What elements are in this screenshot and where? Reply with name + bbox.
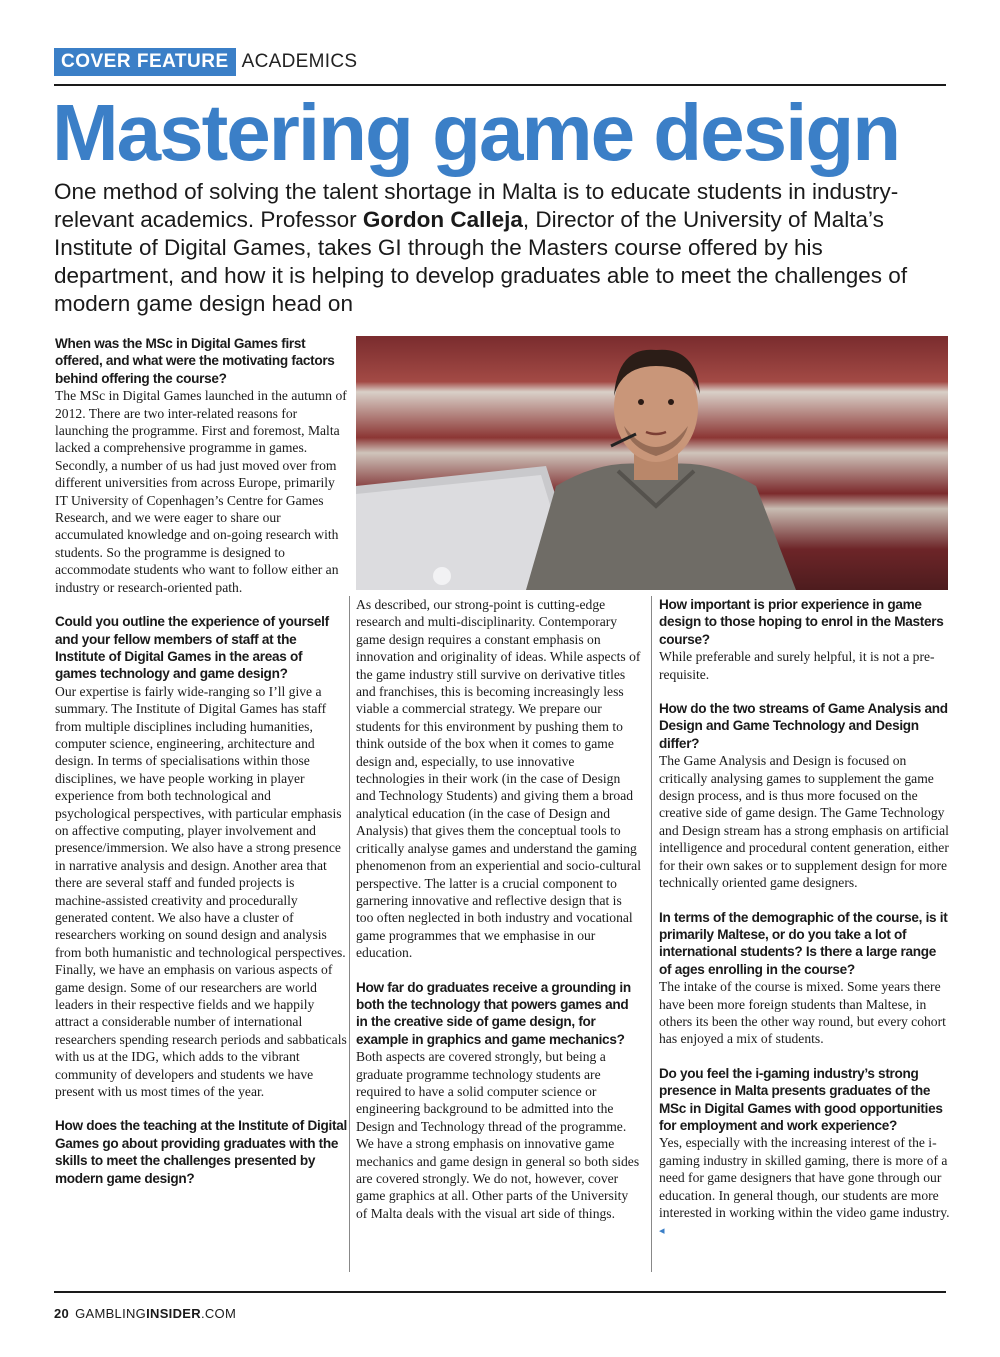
column-3: [659, 596, 951, 1258]
answer: While preferable and surely helpful, it is not a pre-requisite.: [659, 649, 935, 682]
page-footer: [54, 1306, 236, 1321]
article-photo: [356, 336, 948, 590]
page-number: 20: [54, 1306, 70, 1321]
apple-logo-icon: [433, 567, 451, 585]
answer: As described, our strong-point is cutting-edge research and multi-disciplinarity. Contemporary game design requires a constant emphasis on innovation and originality of ideas. While aspects of the game industry still survive on derivative titles and franchises, this is becoming increasingly less viable a commercial strategy. We prepare our students for this environment by pushing them to think outside of the box when it comes to game design and, especially, to use innovative technologies in their work (in the case of Design and Technology Students) and giving them a broad analytical education (in the case of Design and Analysis) that gives them the conceptual tools to critically analyse games and understand the gaming phenomenon from an experiential and socio-cultural perspective. The latter is a crucial component to garnering innovative and reflective design that is too often neglected in both industry and vocational game programmes that we emphasise in our education.: [356, 597, 641, 961]
answer: Our expertise is fairly wide-ranging so I’ll give a summary. The Institute of Digital Games has staff from multiple disciplines including humanities, computer science, engineering, architecture and design. In terms of specialisations within those disciplines, we have people working in player experience from both technological and psychological perspectives, with particular emphasis on affective computing, player involvement and presence/immersion. We also have a strong presence in narrative analysis and design. Another area that there are several staff and funded projects is machine-assisted creativity and procedurally generated content. We also have a cluster of researchers working on sound design and analysis from both humanistic and technological perspectives. Finally, we have an emphasis on various aspects of game design. Some of our researchers are world leaders in their respective fields and we happily attract a considerable number of international researchers spending research periods and sabbaticals with us at the IDG, which adds to the vibrant community of developers and students we have present with us most times of the year.: [55, 683, 347, 1100]
qa-block: [55, 613, 347, 1100]
column-1: [55, 335, 347, 1204]
section-label: COVER FEATURE: [54, 48, 236, 76]
answer: The Game Analysis and Design is focused on critically analysing games to supplement the game design process, and is thus more focused on the creative side of game design. The Game Technology and Design stream has a strong emphasis on artificial intelligence and procedural content generation, either for their own sakes or to supplement design for more technically oriented game designers.: [659, 753, 949, 891]
footer-rule: [54, 1291, 946, 1293]
question: How far do graduates receive a grounding in both the technology that powers games and in the creative side of game design, for example in graphics and game mechanics?: [356, 979, 631, 1047]
answer: Both aspects are covered strongly, but being a graduate programme technology students are required to have a solid computer science or engineering background to be admitted into the Design and Technology thread of the programme. We have a strong emphasis on innovative game mechanics and game design in general so both sides are covered strongly. We do not, however, cover game graphics at all. Other parts of the University of Malta deals with the visual art side of things.: [356, 1049, 640, 1221]
column-divider: [349, 596, 350, 1272]
answer: The MSc in Digital Games launched in the autumn of 2012. There are two inter-related reasons for launching the programme. First and foremost, Malta lacked a comprehensive programme in games. Secondly, a number of us had just moved over from different universities from across Europe, primarily IT University of Copenhagen’s Centre for Games Research, and we were eager to share our accumulated knowledge and on-going research with students. So the programme is designed to accommodate students who want to follow either an industry or research-oriented path.: [55, 388, 347, 595]
article-title: Mastering game design: [52, 88, 900, 177]
question: When was the MSc in Digital Games first offered, and what were the motivating factors behind offering the course?: [55, 336, 335, 386]
question: How important is prior experience in game design to those hoping to enrol in the Masters course?: [659, 597, 944, 647]
column-divider: [651, 596, 652, 1272]
site-name-part: GAMBLING: [75, 1306, 147, 1321]
end-of-article-icon: ◂: [659, 1225, 665, 1238]
header-rule: [54, 84, 946, 86]
question: How do the two streams of Game Analysis and Design and Game Technology and Design differ?: [659, 701, 948, 751]
site-name-tld: .COM: [200, 1306, 237, 1321]
standfirst: [54, 178, 934, 318]
qa-block: [356, 979, 642, 1223]
section-tag: [54, 48, 357, 76]
question: In terms of the demographic of the course, is it primarily Maltese, or do you take a lot of international students? Is there a large range of ages enrolling in the course?: [659, 909, 948, 977]
qa-block: [356, 596, 642, 962]
site-name-bold: INSIDER: [146, 1306, 201, 1321]
subsection-label: ACADEMICS: [241, 51, 358, 72]
speaker-photo-illustration: [356, 336, 948, 590]
qa-block: [659, 1065, 951, 1241]
interviewee-name: Gordon Calleja: [362, 207, 523, 232]
column-2: [356, 596, 642, 1239]
standfirst-after: , Director of the University of Malta’s Institute of Digital Games, takes GI through the Masters course offered by his department, and how it is helping to develop graduates able to meet the challenges of modern game design head on: [54, 207, 908, 316]
qa-block: [659, 909, 951, 1048]
answer-text: Yes, especially with the increasing interest of the i-gaming industry in skilled gaming, there is more of a need for game designers that have gone through our education. In general though, our students are more interested in working within the video game industry.: [659, 1135, 950, 1220]
qa-block: [659, 596, 951, 683]
question: Do you feel the i-gaming industry’s strong presence in Malta presents graduates of the MSc in Digital Games with good opportunities for employment and work experience?: [659, 1065, 943, 1133]
answer: The intake of the course is mixed. Some years there have been more foreign students than Maltese, in others its been the other way round, but every cohort has enjoyed a mix of students.: [659, 979, 946, 1047]
qa-block: [55, 335, 347, 596]
question: Could you outline the experience of yourself and your fellow members of staff at the Institute of Digital Games in the areas of games technology and game design?: [55, 614, 329, 682]
answer: [659, 1134, 951, 1240]
question: How does the teaching at the Institute of Digital Games go about providing graduates with the skills to meet the challenges presented by modern game design?: [55, 1118, 347, 1186]
qa-block: [659, 700, 951, 891]
qa-block: [55, 1117, 347, 1187]
standfirst-before: One method of solving the talent shortage in Malta is to educate students in industry-relevant academics. Professor: [54, 179, 899, 232]
